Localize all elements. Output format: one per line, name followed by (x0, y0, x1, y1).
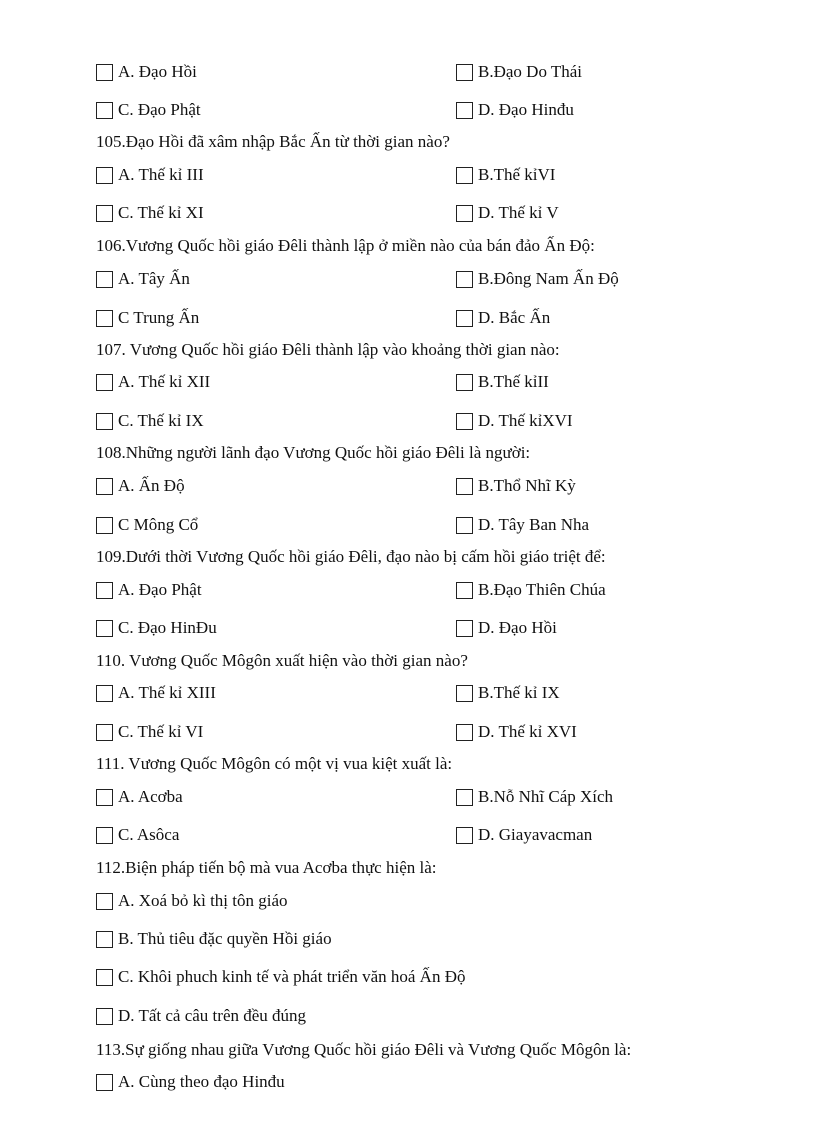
option-label: A. Đạo Hồi (118, 62, 197, 81)
answer-option[interactable] (456, 162, 555, 188)
question-stem: 111. Vương Quốc Môgôn có một vị vua kiệt xuất là: (96, 754, 453, 773)
checkbox[interactable] (96, 582, 113, 599)
question-stem: 112.Biện pháp tiến bộ mà vua Acơba thực hiện là: (96, 858, 437, 877)
checkbox[interactable] (456, 102, 473, 119)
option-label: A. Cùng theo đạo Hinđu (118, 1072, 285, 1091)
answer-option[interactable] (456, 577, 606, 603)
question-stem: 108.Những người lãnh đạo Vương Quốc hồi giáo Đêli là người: (96, 443, 531, 462)
answer-option[interactable] (96, 473, 185, 499)
checkbox[interactable] (456, 413, 473, 430)
checkbox[interactable] (456, 310, 473, 327)
answer-option[interactable] (96, 1003, 306, 1029)
option-label: C. Asôca (118, 825, 180, 844)
option-label: D. Bắc Ấn (478, 308, 551, 327)
checkbox[interactable] (456, 827, 473, 844)
answer-option[interactable] (96, 97, 201, 123)
checkbox[interactable] (96, 205, 113, 222)
option-label: B.Thế kỉ IX (478, 683, 560, 702)
answer-option[interactable] (96, 784, 183, 810)
answer-option[interactable] (456, 59, 582, 85)
question-stem: 113.Sự giống nhau giữa Vương Quốc hồi giáo Đêli và Vương Quốc Môgôn là: (96, 1040, 632, 1059)
option-label: D. Đạo Hồi (478, 618, 557, 637)
option-label: C. Đạo Phật (118, 100, 201, 119)
option-label: B.Thế kỉII (478, 372, 549, 391)
option-label: B. Thủ tiêu đặc quyền Hồi giáo (118, 929, 332, 948)
answer-option[interactable] (456, 512, 589, 538)
answer-option[interactable] (96, 926, 332, 952)
option-label: C. Thế kỉ VI (118, 722, 204, 741)
option-label: B.Thổ Nhĩ Kỳ (478, 476, 576, 495)
checkbox[interactable] (456, 789, 473, 806)
option-label: D. Giayavacman (478, 825, 593, 844)
answer-option[interactable] (96, 200, 204, 226)
option-label: A. Đạo Phật (118, 580, 202, 599)
checkbox[interactable] (96, 413, 113, 430)
option-label: C. Thế kỉ XI (118, 203, 204, 222)
answer-option[interactable] (96, 512, 198, 538)
option-label: A. Thế kỉ XIII (118, 683, 216, 702)
checkbox[interactable] (456, 205, 473, 222)
checkbox[interactable] (96, 102, 113, 119)
option-label: C. Thế kỉ IX (118, 411, 204, 430)
answer-option[interactable] (456, 97, 574, 123)
option-label: B.Đông Nam Ấn Độ (478, 269, 619, 288)
option-label: B.Đạo Do Thái (478, 62, 583, 81)
question-stem: 107. Vương Quốc hồi giáo Đêli thành lập vào khoảng thời gian nào: (96, 340, 560, 359)
checkbox[interactable] (456, 582, 473, 599)
answer-option[interactable] (96, 266, 190, 292)
option-label: B.Đạo Thiên Chúa (478, 580, 606, 599)
checkbox[interactable] (96, 620, 113, 637)
option-label: D. Thế kỉXVI (478, 411, 573, 430)
option-label: A. Acơba (118, 787, 183, 806)
checkbox[interactable] (96, 478, 113, 495)
checkbox[interactable] (96, 1008, 113, 1025)
option-label: D. Đạo Hinđu (478, 100, 574, 119)
option-label: A. Thế kỉ XII (118, 372, 211, 391)
answer-option[interactable] (96, 305, 199, 331)
answer-option[interactable] (96, 577, 202, 603)
question-stem: 110. Vương Quốc Môgôn xuất hiện vào thời gian nào? (96, 651, 468, 670)
checkbox[interactable] (456, 271, 473, 288)
checkbox[interactable] (96, 724, 113, 741)
answer-option[interactable] (456, 822, 592, 848)
checkbox[interactable] (96, 789, 113, 806)
checkbox[interactable] (456, 685, 473, 702)
checkbox[interactable] (456, 478, 473, 495)
option-label: B.Nỗ Nhĩ Cáp Xích (478, 787, 614, 806)
answer-option[interactable] (96, 59, 197, 85)
option-label: A. Xoá bỏ kì thị tôn giáo (118, 891, 288, 910)
option-label: D. Thế kỉ V (478, 203, 559, 222)
option-label: B.Thế kỉVI (478, 165, 556, 184)
checkbox[interactable] (96, 271, 113, 288)
checkbox[interactable] (96, 1074, 113, 1091)
checkbox[interactable] (96, 517, 113, 534)
answer-option[interactable] (456, 305, 550, 331)
checkbox[interactable] (96, 827, 113, 844)
checkbox[interactable] (456, 374, 473, 391)
answer-option[interactable] (456, 784, 613, 810)
checkbox[interactable] (96, 310, 113, 327)
checkbox[interactable] (456, 724, 473, 741)
answer-option[interactable] (96, 615, 217, 641)
question-stem: 106.Vương Quốc hồi giáo Đêli thành lập ở miền nào của bán đảo Ấn Độ: (96, 236, 595, 255)
question-stem: 105.Đạo Hồi đã xâm nhập Bắc Ấn từ thời gian nào? (96, 132, 450, 151)
answer-option[interactable] (456, 200, 559, 226)
option-label: D. Tây Ban Nha (478, 515, 590, 534)
answer-option[interactable] (96, 369, 210, 395)
checkbox[interactable] (96, 931, 113, 948)
option-label: D. Thế kỉ XVI (478, 722, 577, 741)
checkbox[interactable] (456, 620, 473, 637)
answer-option[interactable] (456, 473, 576, 499)
option-label: C. Đạo HinĐu (118, 618, 217, 637)
checkbox[interactable] (456, 517, 473, 534)
checkbox[interactable] (96, 893, 113, 910)
answer-option[interactable] (96, 162, 204, 188)
answer-option[interactable] (96, 408, 204, 434)
checkbox[interactable] (96, 685, 113, 702)
answer-option[interactable] (96, 888, 288, 914)
checkbox[interactable] (96, 167, 113, 184)
answer-option[interactable] (96, 719, 203, 745)
question-stem: 109.Dưới thời Vương Quốc hồi giáo Đêli, đạo nào bị cấm hồi giáo triệt để: (96, 547, 606, 566)
option-label: A. Thế kỉ III (118, 165, 204, 184)
option-label: C Trung Ấn (118, 308, 200, 327)
option-label: A. Ấn Độ (118, 476, 185, 495)
checkbox[interactable] (96, 374, 113, 391)
answer-option[interactable] (456, 680, 560, 706)
checkbox[interactable] (96, 64, 113, 81)
answer-option[interactable] (456, 266, 619, 292)
answer-option[interactable] (96, 680, 216, 706)
answer-option[interactable] (456, 369, 549, 395)
option-label: C. Khôi phuch kinh tế và phát triển văn hoá Ấn Độ (118, 967, 466, 986)
option-label: A. Tây Ấn (118, 269, 190, 288)
checkbox[interactable] (456, 64, 473, 81)
answer-option[interactable] (456, 615, 557, 641)
answer-option[interactable] (96, 1069, 285, 1095)
answer-option[interactable] (96, 822, 179, 848)
checkbox[interactable] (96, 969, 113, 986)
answer-option[interactable] (456, 408, 573, 434)
checkbox[interactable] (456, 167, 473, 184)
option-label: D. Tất cả câu trên đều đúng (118, 1006, 307, 1025)
answer-option[interactable] (96, 964, 466, 990)
answer-option[interactable] (456, 719, 577, 745)
option-label: C Mông Cổ (118, 515, 199, 534)
